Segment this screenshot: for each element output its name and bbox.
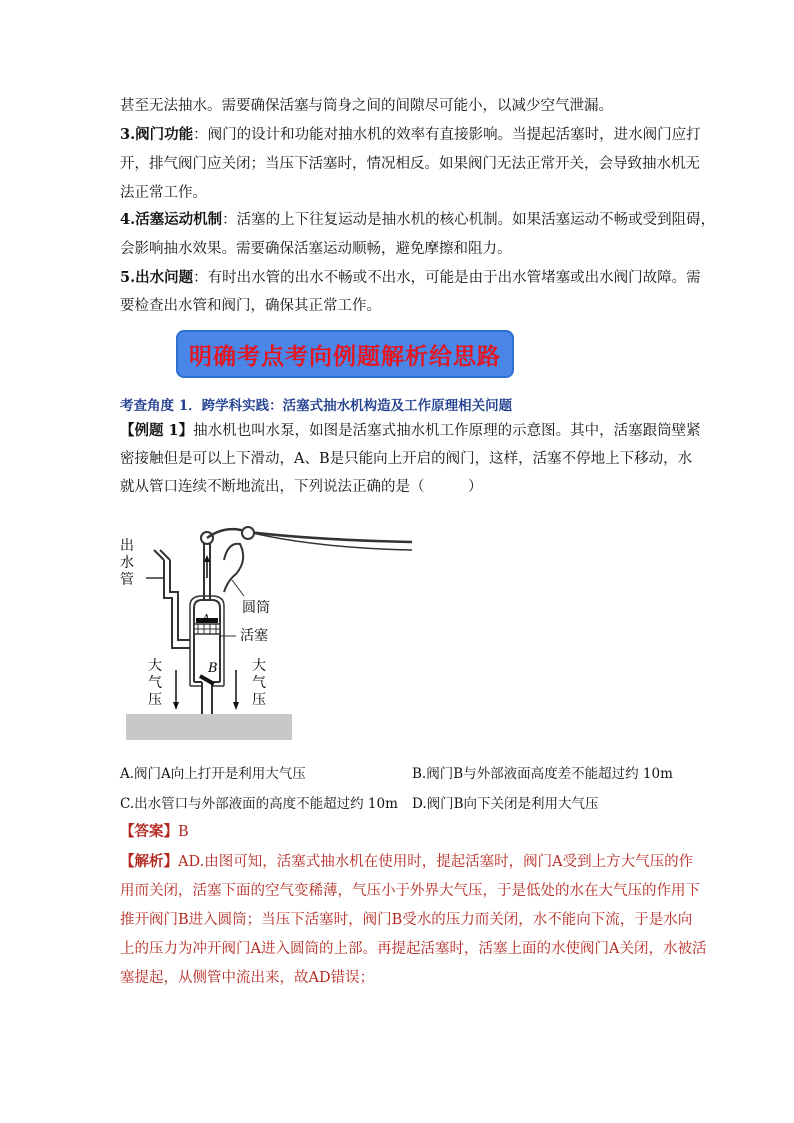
- choice-c: C.出水管口与外部液面的高度不能超过约 10m: [120, 796, 398, 812]
- analysis-line-4: 上的压力为冲开阀门A进入圆筒的上部。再提起活塞时，活塞上面的水使阀门A关闭，水被活: [120, 941, 707, 957]
- answer-value: B: [178, 824, 189, 840]
- outlet-pipe: [164, 560, 190, 648]
- section-banner: [176, 330, 514, 378]
- example-label: 【例题 1】: [120, 422, 194, 439]
- pump-handle: [207, 529, 412, 542]
- pump-diagram: [116, 520, 416, 750]
- valve-b-label: B: [208, 661, 218, 676]
- analysis-line-5: 塞提起，从侧管中流出来，故AD错误；: [120, 970, 375, 986]
- piston-label: 活塞: [240, 628, 268, 644]
- item-5-text: ：有时出水管的出水不畅或不出水，可能是由于出水管堵塞或出水阀门故障。需: [193, 270, 701, 286]
- example-line-1: [120, 421, 701, 441]
- text-line: 法正常工作。: [120, 185, 207, 201]
- answer: [120, 822, 189, 842]
- text-line: 会影响抽水效果。需要确保活塞运动顺畅，避免摩擦和阻力。: [120, 241, 512, 257]
- atm-left-3: 压: [148, 692, 162, 708]
- item-5-label: 5.出水问题: [120, 269, 194, 286]
- atm-left-1: 大: [148, 658, 162, 674]
- ground: [126, 714, 292, 740]
- inlet-pipe: [202, 682, 212, 714]
- analysis-line-2: 用而关闭，活塞下面的空气变稀薄，气压小于外界大气压，于是低处的水在大气压的作用下: [120, 883, 700, 899]
- choice-d: D.阀门B向下关闭是利用大气压: [412, 796, 599, 812]
- item-5: [120, 268, 701, 288]
- item-3-label: 3.阀门功能: [120, 126, 194, 143]
- angle-title: 考查角度 1．跨学科实践：活塞式抽水机构造及工作原理相关问题: [120, 398, 513, 414]
- text-line: 开，排气阀门应关闭；当压下活塞时，情况相反。如果阀门无法正常开关，会导致抽水机无: [120, 156, 700, 172]
- answer-label: 【答案】: [120, 823, 178, 840]
- analysis-text: AD.由图可知，活塞式抽水机在使用时，提起活塞时，阀门A受到上方大气压的作: [178, 854, 694, 870]
- item-3: [120, 125, 701, 145]
- item-4: [120, 210, 715, 230]
- outlet-pipe-label-1: 出: [120, 538, 134, 554]
- item-3-text: ：阀门的设计和功能对抽水机的效率有直接影响。当提起活塞时，进水阀门应打: [193, 127, 701, 143]
- atm-left-2: 气: [148, 675, 162, 691]
- outlet-pipe-label-3: 管: [120, 572, 134, 588]
- cylinder-label: 圆筒: [242, 600, 270, 616]
- choice-a: A.阀门A向上打开是利用大气压: [120, 766, 306, 782]
- outlet-pipe-label-2: 水: [120, 555, 134, 571]
- text-line: 要检查出水管和阀门，确保其正常工作。: [120, 298, 381, 314]
- choice-b: B.阀门B与外部液面高度差不能超过约 10m: [412, 766, 673, 782]
- analysis-line-3: 推开阀门B进入圆筒；当压下活塞时，阀门B受水的压力而关闭，水不能向下流，于是水向: [120, 912, 693, 928]
- example-line-2: 密接触但是可以上下滑动，A、B是只能向上开启的阀门，这样，活塞不停地上下移动，水: [120, 451, 693, 467]
- item-4-text: ：活塞的上下往复运动是抽水机的核心机制。如果活塞运动不畅或受到阻碍，: [222, 212, 716, 228]
- section-banner-text: 明确考点考向例题解析给思路: [189, 343, 501, 370]
- example-line-3: 就从管口连续不断地流出，下列说法正确的是（ ）: [120, 479, 483, 495]
- atm-right-1: 大: [252, 658, 266, 674]
- text-line: 甚至无法抽水。需要确保活塞与筒身之间的间隙尽可能小，以减少空气泄漏。: [120, 98, 613, 114]
- analysis-line-1: [120, 852, 693, 872]
- atm-right-3: 压: [252, 692, 266, 708]
- support-bracket: [224, 544, 243, 592]
- item-4-label: 4.活塞运动机制: [120, 211, 223, 228]
- analysis-label: 【解析】: [120, 853, 178, 870]
- example-text: 抽水机也叫水泵，如图是活塞式抽水机工作原理的示意图。其中，活塞跟筒壁紧: [193, 423, 701, 439]
- valve-a-label: A: [202, 612, 210, 625]
- atm-right-2: 气: [252, 675, 266, 691]
